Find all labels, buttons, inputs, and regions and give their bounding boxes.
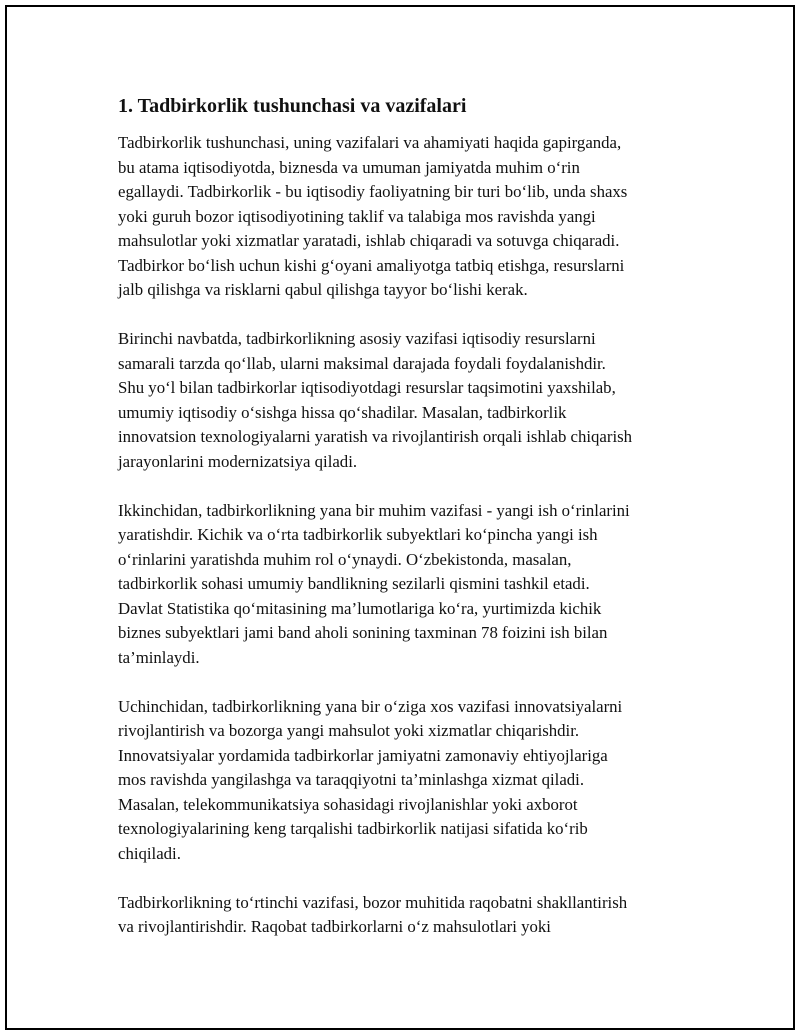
paragraph-line: texnologiyalarining keng tarqalishi tadbirkorlik natijasi sifatida ko‘rib — [118, 819, 588, 838]
paragraph-line: yoki guruh bozor iqtisodiyotining taklif va talabiga mos ravishda yangi — [118, 206, 596, 226]
document-body — [118, 93, 718, 964]
paragraph-line: Ikkinchidan, tadbirkorlikning yana bir muhim vazifasi - yangi ish o‘rinlarini — [118, 500, 630, 520]
paragraph-line: samarali tarzda qo‘llab, ularni maksimal darajada foydali foydalanishdir. — [118, 353, 606, 373]
paragraph-line: rivojlantirish va bozorga yangi mahsulot yoki xizmatlar chiqarishdir. — [118, 721, 580, 740]
paragraph-line: mahsulotlar yoki xizmatlar yaratadi, ishlab chiqaradi va sotuvga chiqaradi. — [118, 231, 620, 250]
document-title: 1. Tadbirkorlik tushunchasi va vazifalari — [118, 95, 467, 117]
paragraph-line: innovatsion texnologiyalarni yaratish va rivojlantirish orqali ishlab chiqarish — [118, 427, 633, 446]
paragraph-line: Shu yo‘l bilan tadbirkorlar iqtisodiyotdagi resurslar taqsimotini yaxshilab, — [118, 378, 616, 397]
paragraph-line: biznes subyektlari jami band aholi sonining taxminan 78 foizini ish bilan — [118, 623, 608, 642]
paragraph-line: yaratishdir. Kichik va o‘rta tadbirkorlik subyektlari ko‘pincha yangi ish — [118, 525, 598, 544]
paragraph-line: Davlat Statistika qo‘mitasining ma’lumotlariga ko‘ra, yurtimizda kichik — [118, 598, 602, 618]
paragraph-line: tadbirkorlik sohasi umumiy bandlikning sezilarli qismini tashkil etadi. — [118, 574, 590, 593]
paragraph-line: Tadbirkorlik tushunchasi, uning vazifalari va ahamiyati haqida gapirganda, — [118, 133, 622, 152]
paragraph-4 — [118, 695, 718, 867]
paragraph-line: Birinchi navbatda, tadbirkorlikning asosiy vazifasi iqtisodiy resurslarni — [118, 329, 596, 348]
paragraph-line: mos ravishda yangilashga va taraqqiyotni ta’minlashga xizmat qiladi. — [118, 770, 585, 789]
paragraph-line: Uchinchidan, tadbirkorlikning yana bir o‘ziga xos vazifasi innovatsiyalarni — [118, 696, 623, 716]
paragraph-2 — [118, 327, 718, 474]
paragraph-line: jalb qilishga va risklarni qabul qilishga tayyor bo‘lishi kerak. — [118, 280, 528, 299]
paragraph-3 — [118, 499, 718, 671]
paragraph-line: o‘rinlarini yaratishda muhim rol o‘ynaydi. O‘zbekistonda, masalan, — [118, 549, 572, 569]
paragraph-line: ta’minlaydi. — [118, 647, 200, 667]
paragraph-line: egallaydi. Tadbirkorlik - bu iqtisodiy faoliyatning bir turi bo‘lib, unda shaxs — [118, 182, 628, 201]
paragraph-line: chiqiladi. — [118, 843, 181, 863]
paragraph-line: va rivojlantirishdir. Raqobat tadbirkorlarni o‘z mahsulotlari yoki — [118, 917, 551, 936]
paragraph-line: Tadbirkor bo‘lish uchun kishi g‘oyani amaliyotga tatbiq etishga, resurslarni — [118, 255, 625, 275]
paragraph-5 — [118, 891, 718, 940]
paragraph-line: Tadbirkorlikning to‘rtinchi vazifasi, bozor muhitida raqobatni shakllantirish — [118, 892, 628, 912]
paragraph-line: jarayonlarini modernizatsiya qiladi. — [118, 451, 358, 471]
paragraph-line: bu atama iqtisodiyotda, biznesda va umuman jamiyatda muhim o‘rin — [118, 157, 580, 177]
paragraph-1 — [118, 131, 718, 303]
paragraph-line: umumiy iqtisodiy o‘sishga hissa qo‘shadilar. Masalan, tadbirkorlik — [118, 402, 567, 422]
paragraph-line: Innovatsiyalar yordamida tadbirkorlar jamiyatni zamonaviy ehtiyojlariga — [118, 745, 608, 765]
paragraph-line: Masalan, telekommunikatsiya sohasidagi rivojlanishlar yoki axborot — [118, 794, 578, 814]
